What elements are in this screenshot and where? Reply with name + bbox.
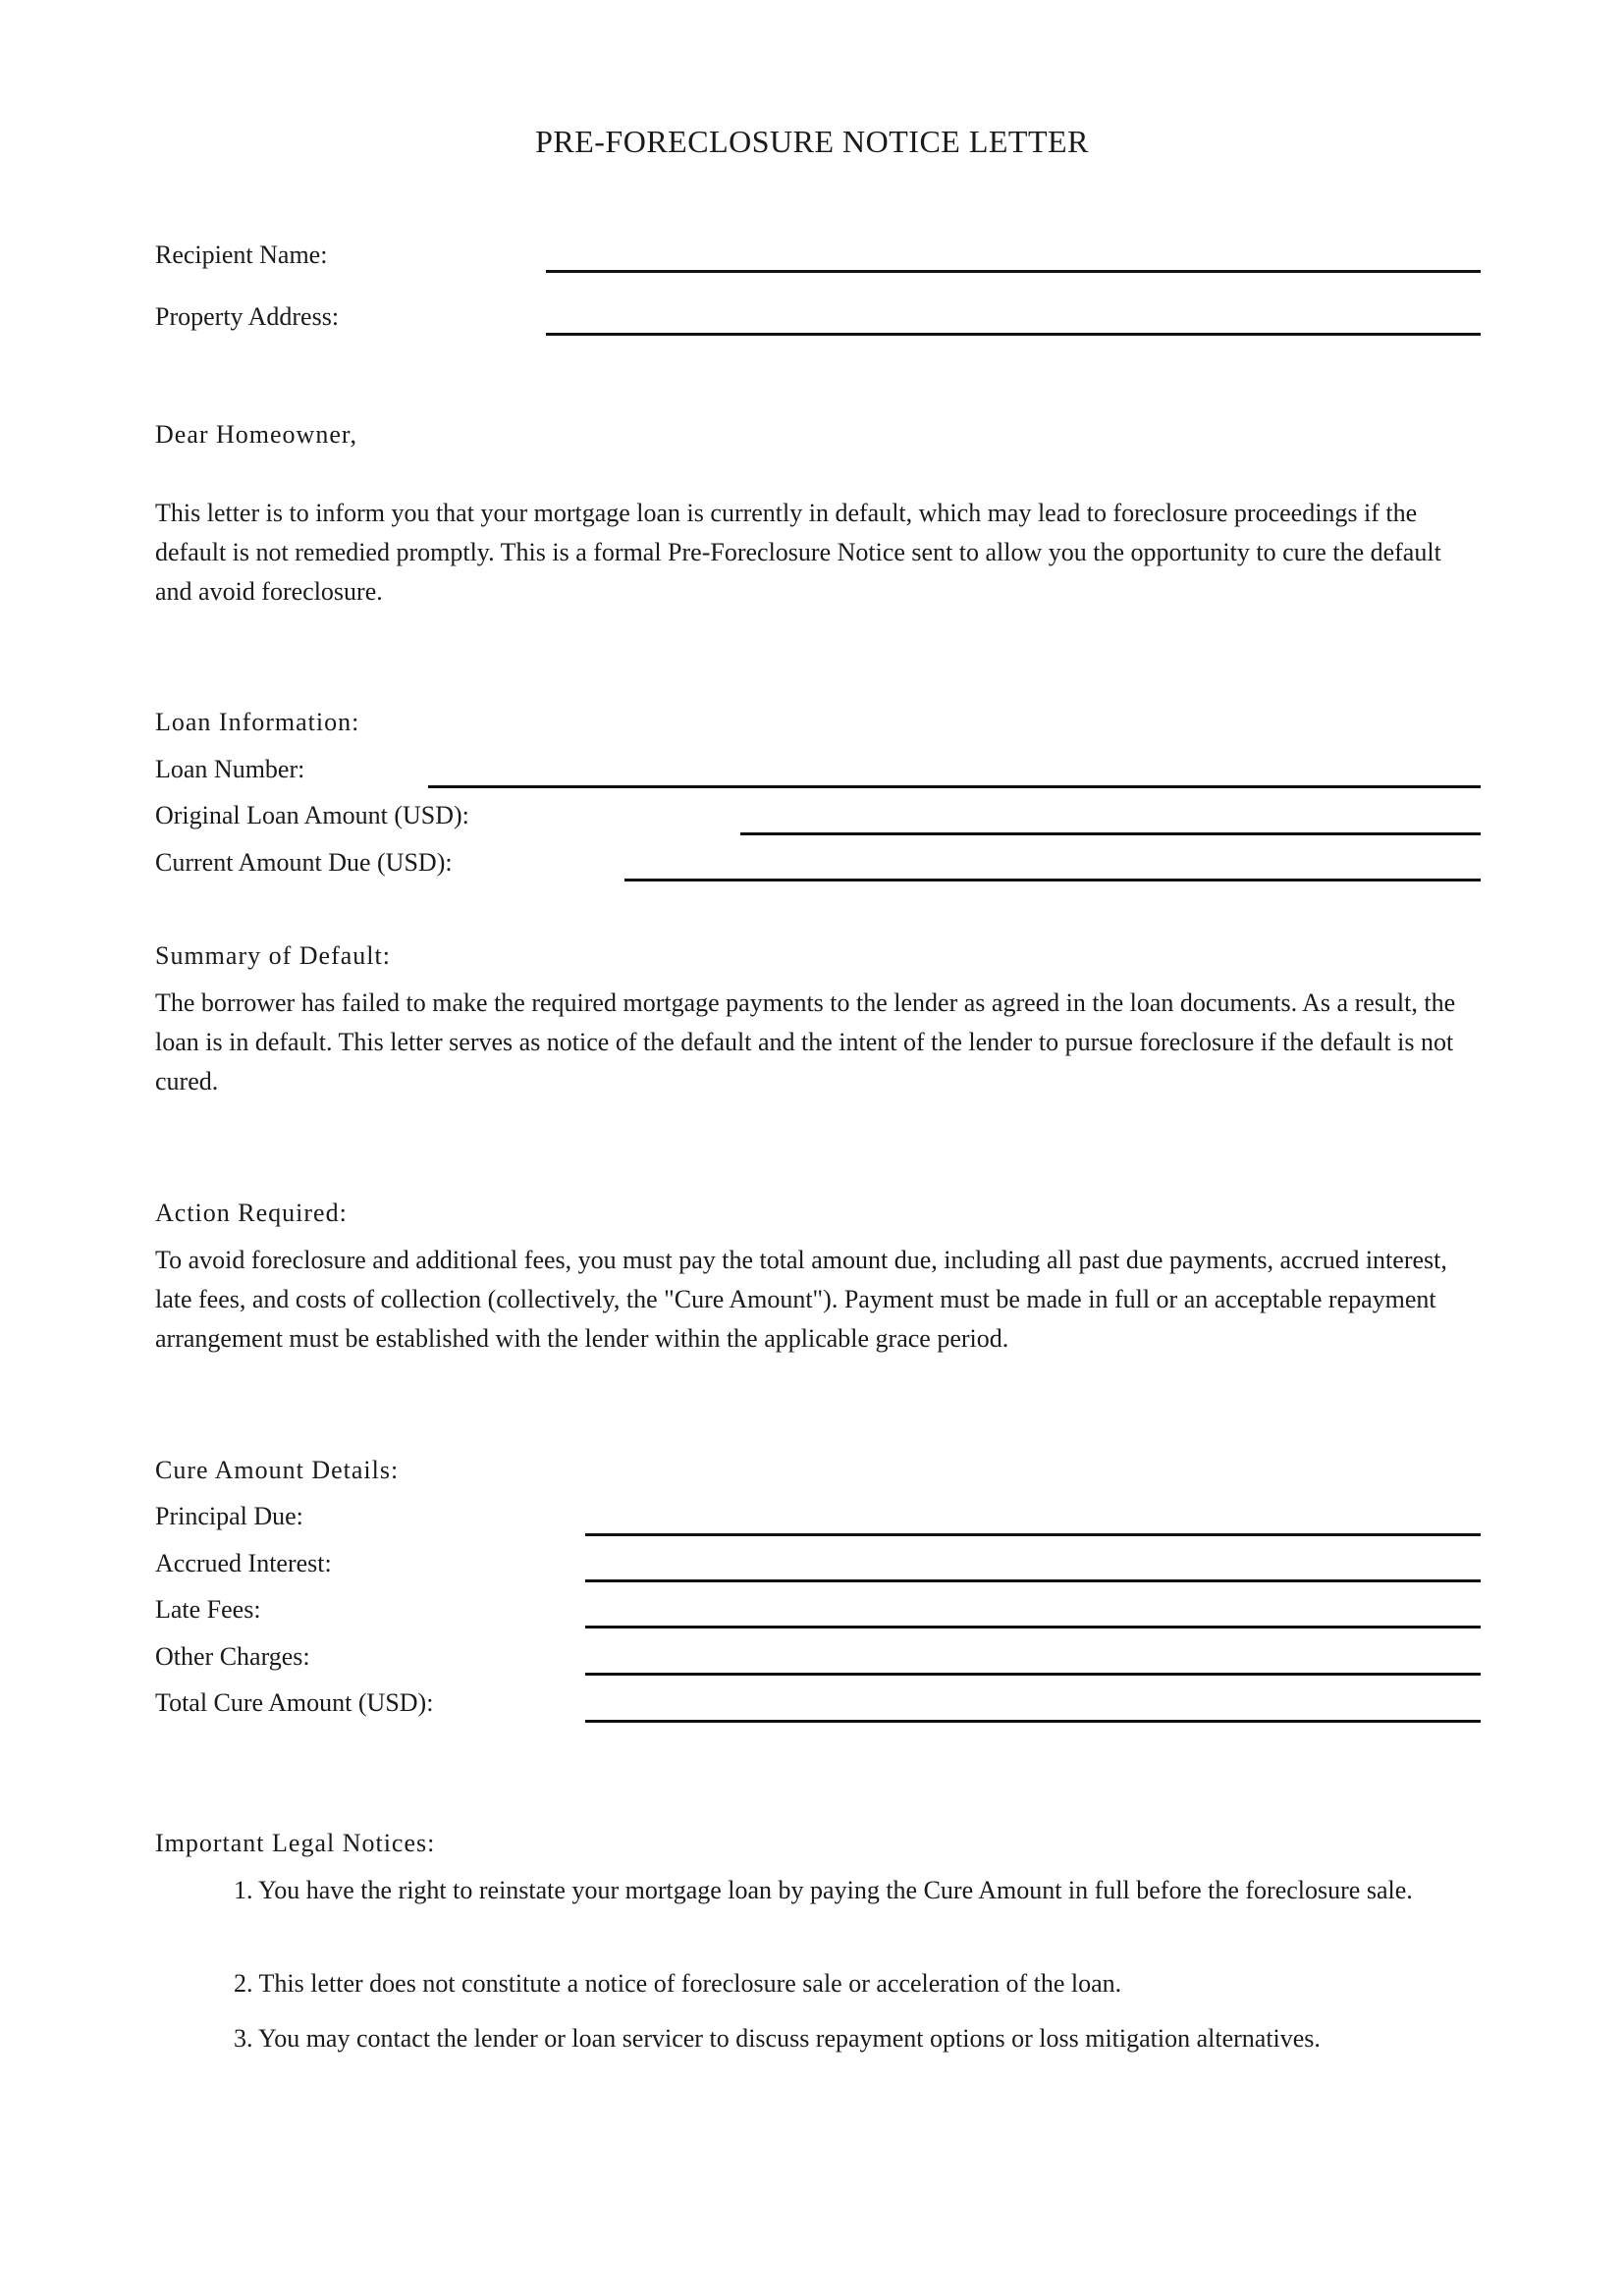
original-amount-label: Original Loan Amount (USD): [155,801,469,829]
current-due-label: Current Amount Due (USD): [155,848,453,877]
intro-paragraph: This letter is to inform you that your mortgage loan is currently in default, which may lead to foreclosure proceedings if the default is not remedied promptly. This is a formal Pre-Foreclosure Notice sent to allow you the opportunity to cure the default and avoid foreclosure. [155,499,1441,606]
greeting: Dear Homeowner, [155,420,357,449]
cure-heading: Cure Amount Details: [155,1456,400,1484]
total-cure-label: Total Cure Amount (USD): [155,1688,434,1717]
late-fees-label: Late Fees: [155,1595,261,1624]
property-address-label: Property Address: [155,302,340,331]
legal-item: 1. You have the right to reinstate your mortgage loan by paying the Cure Amount in full before the foreclosure sale. [234,1876,1413,1904]
recipient-name-label: Recipient Name: [155,240,328,269]
legal-heading: Important Legal Notices: [155,1829,436,1857]
summary-heading: Summary of Default: [155,941,391,970]
loan-number-label: Loan Number: [155,755,305,783]
accrued-interest-label: Accrued Interest: [155,1549,332,1577]
other-charges-field[interactable] [585,1673,1481,1676]
summary-paragraph: The borrower has failed to make the required mortgage payments to the lender as agreed in the loan documents. As a result, the loan is in default. This letter serves as notice of the default and the intent of the lender to pursue foreclosure if the default is not cured. [155,988,1456,1095]
legal-item: 2. This letter does not constitute a notice of foreclosure sale or acceleration of the loan. [234,1969,1122,1998]
principal-due-label: Principal Due: [155,1502,303,1530]
principal-due-field[interactable] [585,1533,1481,1536]
loan-number-field[interactable] [428,785,1481,788]
action-heading: Action Required: [155,1199,348,1227]
loan-info-heading: Loan Information: [155,708,360,736]
other-charges-label: Other Charges: [155,1642,310,1671]
legal-item: 3. You may contact the lender or loan servicer to discuss repayment options or loss mitigation alternatives. [234,2024,1321,2053]
action-paragraph: To avoid foreclosure and additional fees, you must pay the total amount due, including all past due payments, accrued interest, late fees, and costs of collection (collectively, the "Cure Amount"). Payment must be made in full or an acceptable repayment arrangement must be established with the lender within the applicable grace period. [155,1246,1447,1353]
original-amount-field[interactable] [740,832,1481,835]
accrued-interest-field[interactable] [585,1579,1481,1582]
late-fees-field[interactable] [585,1626,1481,1629]
current-due-field[interactable] [624,879,1481,881]
recipient-name-field[interactable] [546,270,1481,273]
total-cure-field[interactable] [585,1720,1481,1723]
page-title: PRE-FORECLOSURE NOTICE LETTER [535,124,1089,159]
property-address-field[interactable] [546,333,1481,336]
